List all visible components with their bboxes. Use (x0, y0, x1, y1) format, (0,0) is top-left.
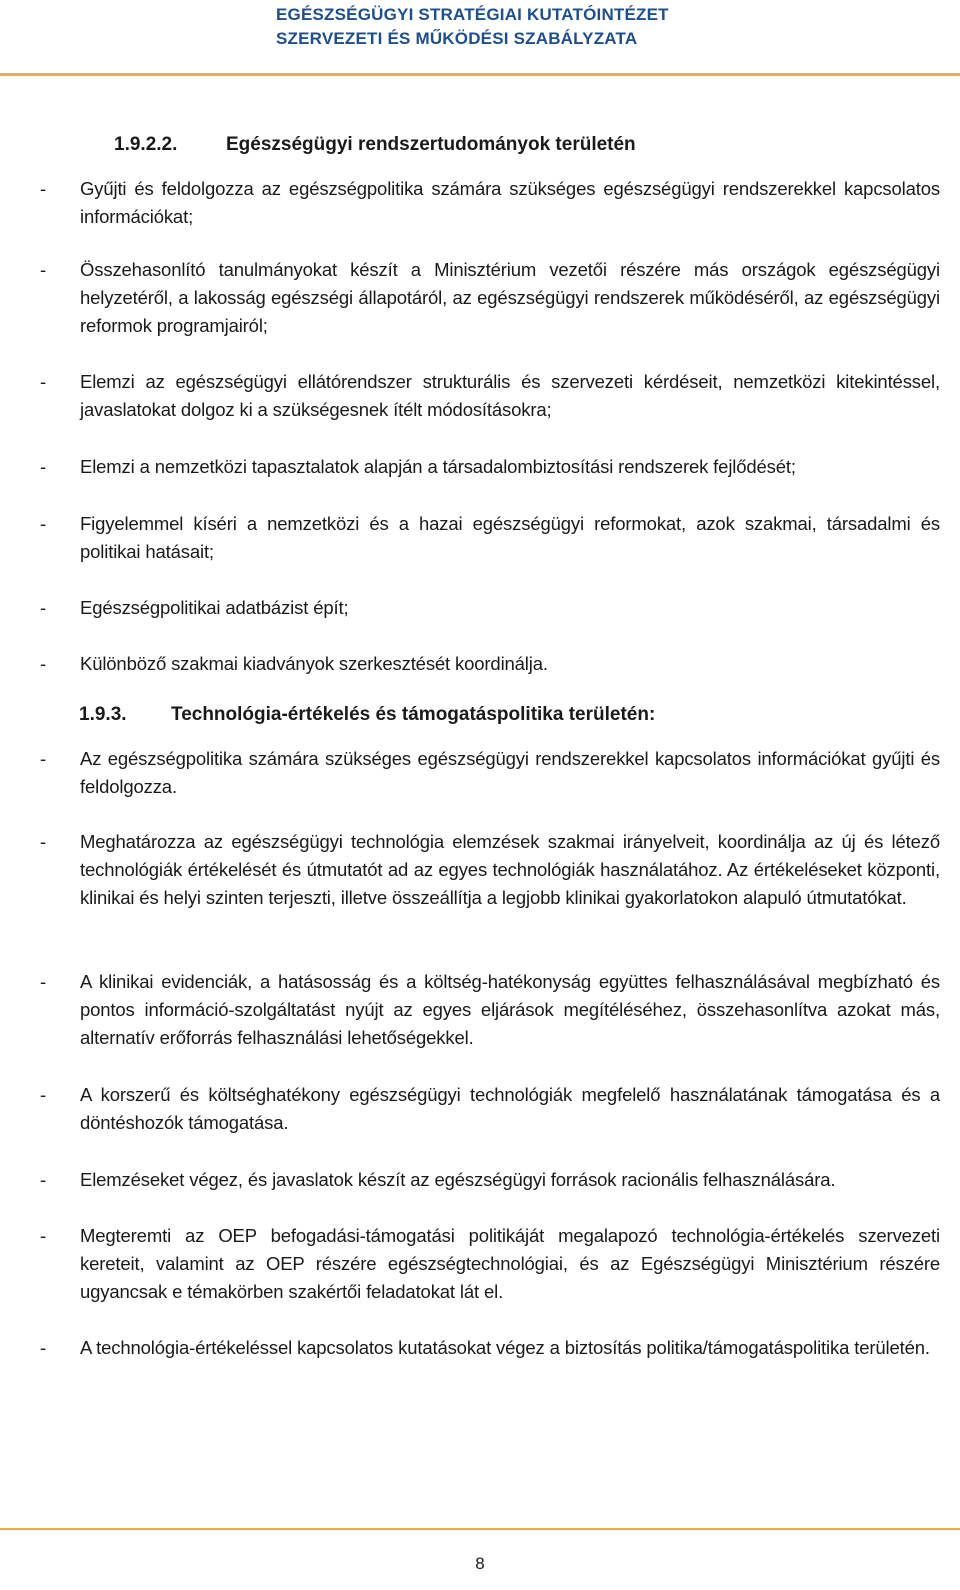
list-item-text: Figyelemmel kíséri a nemzetközi és a hazai egészségügyi reformokat, azok szakmai, társadalmi és politikai hatásait; (80, 513, 940, 562)
list-item-text: A korszerű és költséghatékony egészségügyi technológiák megfelelő használatának támogatása és a döntéshozók támogatása. (80, 1084, 940, 1133)
bullet-dash: - (40, 1084, 47, 1105)
bullet-dash: - (40, 1225, 47, 1246)
bullet-dash: - (40, 259, 47, 280)
section-heading-1 (114, 134, 636, 156)
section-heading-2 (79, 704, 655, 726)
list-item-text: Különböző szakmai kiadványok szerkesztését koordinálja. (80, 653, 548, 674)
bullet-dash: - (40, 1337, 47, 1358)
bullet-dash: - (40, 748, 47, 769)
page-number: 8 (475, 1554, 485, 1573)
list-item-text: Összehasonlító tanulmányokat készít a Minisztérium vezetői részére más országok egészségügyi helyzetéről, a lakosság egészségi állapotáról, az egészségügyi rendszerek működéséről, az egészségügyi reformok programjairól; (80, 259, 940, 336)
list-item-text: A klinikai evidenciák, a hatásosság és a költség-hatékonyság együttes felhasználásával megbízható és pontos információ-szolgáltatást nyújt az egyes eljárások megítéléséhez, összehasonlítva azokat más, alternatív erőforrás felhasználási lehetőségekkel. (80, 971, 940, 1048)
list-item-text: Meghatározza az egészségügyi technológia elemzések szakmai irányelveit, koordinálja az új és létező technológiák értékelését és útmutatót ad az egyes technológiák használatához. Az értékeléseket központi, klinikai és helyi szinten terjeszti, illetve összeállítja a legjobb klinikai gyakorlatokon alapuló útmutatókat. (80, 831, 940, 908)
list-item-text: Megteremti az OEP befogadási-támogatási politikáját megalapozó technológia-értékelés szervezeti kereteit, valamint az OEP részére egészségtechnológiai, és az Egészségügyi Minisztérium részére ugyancsak e témakörben szakértői feladatokat lát el. (80, 1225, 940, 1302)
section-number: 1.9.3. (79, 704, 127, 725)
bullet-dash: - (40, 371, 47, 392)
header-title-line2: SZERVEZETI ÉS MŰKÖDÉSI SZABÁLYZATA (276, 29, 638, 48)
list-item-text: Elemzi a nemzetközi tapasztalatok alapján a társadalombiztosítási rendszerek fejlődését; (80, 456, 796, 477)
list-item-text: Elemzi az egészségügyi ellátórendszer strukturális és szervezeti kérdéseit, nemzetközi kitekintéssel, javaslatokat dolgoz ki a szükségesnek ítélt módosításokra; (80, 371, 940, 420)
list-item-text: Elemzéseket végez, és javaslatok készít az egészségügyi források racionális felhasználására. (80, 1169, 836, 1190)
bullet-dash: - (40, 831, 47, 852)
list-item-text: Az egészségpolitika számára szükséges egészségügyi rendszerekkel kapcsolatos információkat gyűjti és feldolgozza. (80, 748, 940, 797)
page-header (0, 0, 960, 76)
bullet-dash: - (40, 653, 47, 674)
list-item-text: Gyűjti és feldolgozza az egészségpolitika számára szükséges egészségügyi rendszerekkel kapcsolatos információkat; (80, 178, 940, 227)
section-title: Technológia-értékelés és támogatáspolitika területén: (171, 704, 656, 725)
header-title-line1: EGÉSZSÉGÜGYI STRATÉGIAI KUTATÓINTÉZET (276, 5, 669, 24)
section-number: 1.9.2.2. (114, 134, 178, 155)
bullet-dash: - (40, 178, 47, 199)
bullet-dash: - (40, 971, 47, 992)
bullet-dash: - (40, 456, 47, 477)
list-item-text: Egészségpolitikai adatbázist épít; (80, 597, 349, 618)
list-item-text: A technológia-értékeléssel kapcsolatos kutatásokat végez a biztosítás politika/támogatáspolitika területén. (80, 1337, 930, 1358)
bullet-dash: - (40, 597, 47, 618)
bullet-dash: - (40, 513, 47, 534)
footer-divider (0, 1528, 960, 1530)
section-title: Egészségügyi rendszertudományok területén (226, 134, 636, 155)
bullet-dash: - (40, 1169, 47, 1190)
